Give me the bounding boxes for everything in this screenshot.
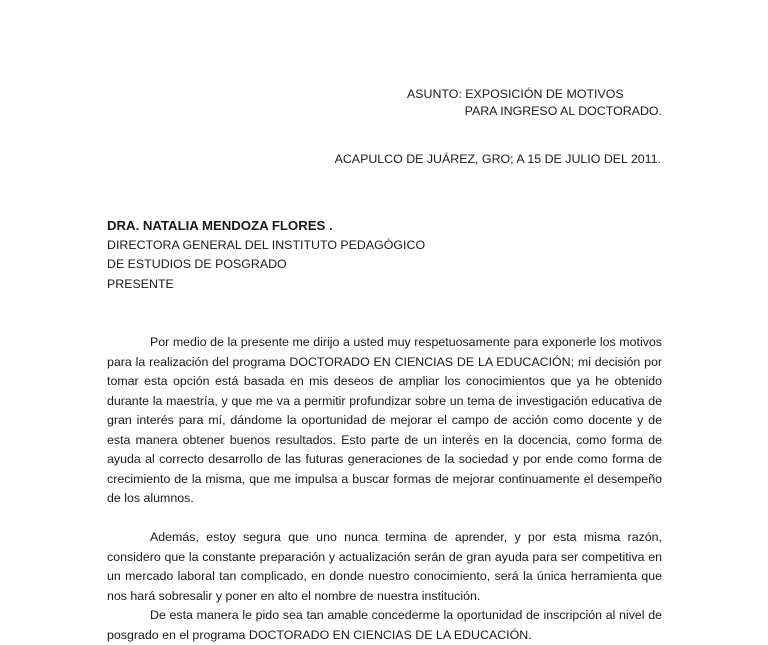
subject-line-1: ASUNTO: EXPOSICIÓN DE MOTIVOS <box>407 87 624 101</box>
body-paragraph-3: De esta manera le pido sea tan amable concederme la oportunidad de inscripción al nivel de posgrado en el programa DOCTORADO EN CIENCIAS DE LA EDUCACIÓN. <box>107 608 662 642</box>
recipient-block <box>107 216 667 294</box>
place-date-line: ACAPULCO DE JUÁREZ, GRO; A 15 DE JULIO DEL 2011. <box>334 152 661 166</box>
recipient-presente: PRESENTE <box>107 276 174 291</box>
body-paragraph-1: Por medio de la presente me dirijo a usted muy respetuosamente para exponerle los motivos para la realización del programa DOCTORADO EN CIENCIAS DE LA EDUCACIÓN; mi decisión por tomar esta opción está basada en mis deseos de ampliar los conocimientos que ya he obtenido durante la maestría, y que me va a permitir profundizar sobre un tema de investigación educativa de gran interés para mí, dándome la oportunidad de mejorar el campo de acción como docente y de esta manera obtener buenos resultados. Esto parte de un interés en la docencia, como forma de ayuda al correcto desarrollo de las futuras generaciones de la sociedad y por ende como forma de crecimiento de la misma, que me impulsa a buscar formas de mejorar continuamente el desempeño de los alumnos. <box>107 335 662 505</box>
subject-block <box>407 86 662 120</box>
recipient-title-line-1: DIRECTORA GENERAL DEL INSTITUTO PEDAGÓGICO <box>107 237 426 252</box>
subject-line-2: PARA INGRESO AL DOCTORADO. <box>464 104 662 118</box>
body-paragraph-2: Además, estoy segura que uno nunca termina de aprender, y por esta misma razón, considero que la constante preparación y actualización serán de gran ayuda para ser competitiva en un mercado laboral tan complicado, en donde nuestro conocimiento, será la única herramienta que nos hará sobresalir y poner en alto el nombre de nuestra institución. <box>107 530 662 603</box>
recipient-name: DRA. NATALIA MENDOZA FLORES . <box>107 218 333 233</box>
letter-body <box>107 333 662 645</box>
recipient-title-line-2: DE ESTUDIOS DE POSGRADO <box>107 257 287 271</box>
